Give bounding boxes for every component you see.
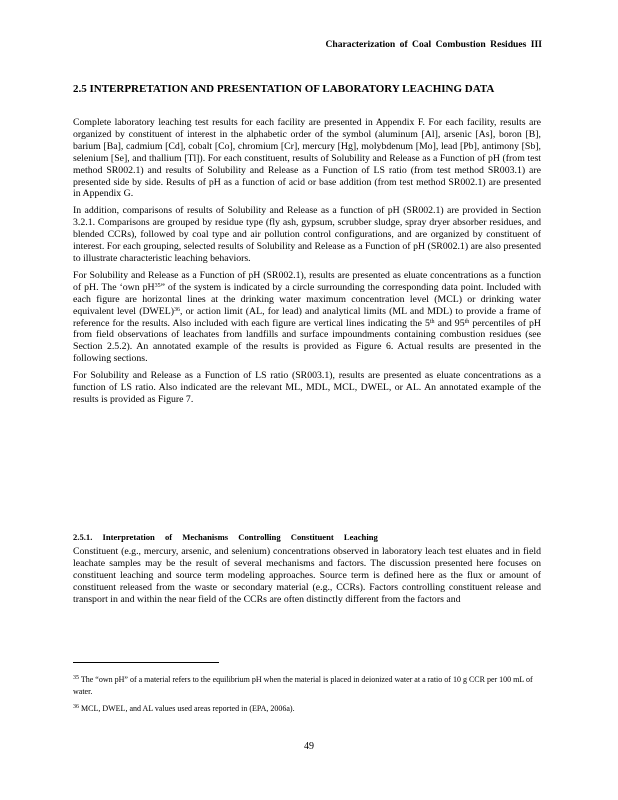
paragraph-text: For Solubility and Release as a Function of pH (SR002.1), results are presented as eluate concentrations as a function of pH. The ‘own pH [73,269,541,293]
ordinal-suffix: th [429,318,435,325]
paragraph: Complete laboratory leaching test results for each facility are presented in Appendix F. For each facility, results are organized by constituent of interest in the alphabetic order of the symbol (aluminum [Al], arsenic [As], boron [B], barium [Ba], cadmium [Cd], cobalt [Co], chromium [Cr], mercury [Hg], molybdenum [Mo], lead [Pb], antimony [Sb], selenium [Se], and thallium [Tl]). For each constituent, results of Solubility and Release as a Function of pH (from test method SR002.1) and results of Solubility and Release as a Function of LS ratio (from test method SR003.1) are presented side by side. Results of pH as a function of acid or base addition (from test method SR002.1) are presented in Appendix G. [73,117,541,200]
subsection-heading: 2.5.1. Interpretation of Mechanisms Controlling Constituent Leaching [73,532,378,542]
paragraph-text: , or action limit (AL, for lead) and analytical limits (ML and MDL) to provide a frame of reference for the results. Also included with each figure are vertical lines indicating the 5 [73,305,541,329]
footnote-ref-35[interactable]: 35 [154,282,161,289]
paragraph-text: percentiles of pH from field observations of leachates from landfills and surface impoundments containing combustion residues (see Section 2.5.2). An annotated example of the results is provided as Figure 6. Actual results are presented in the following sections. [73,317,541,365]
paragraph: For Solubility and Release as a Function of LS ratio (SR003.1), results are presented as eluate concentrations as a function of LS ratio. Also indicated are the relevant ML, MDL, MCL, DWEL, or AL. An annotated example of the results is provided as Figure 7. [73,370,541,405]
footnotes [73,674,541,721]
footnote-text: The “own pH” of a material refers to the equilibrium pH when the material is placed in deionized water at a ratio of 10 g CCR per 100 mL of water. [73,675,533,696]
section-body [73,117,541,411]
paragraph-text: and 95 [434,317,465,329]
subsection-body [73,546,541,611]
paragraph-text: ” of the system is indicated by a circle surrounding the corresponding data point. Included with each figure are horizontal lines at the drinking water maximum concentration level (MCL) or drinking water equivalent level (DWEL) [73,281,541,317]
footnote [73,703,541,715]
paragraph [73,270,541,365]
footnote-divider [73,662,219,663]
paragraph: Constituent (e.g., mercury, arsenic, and selenium) concentrations observed in laboratory leach test eluates and in field leachate samples may be the result of several mechanisms and factors. The discussion presented here focuses on constituent leaching and source term modeling approaches. Source term is defined here as the flux or amount of constituent released from the waste or secondary material (e.g., CCRs). Factors controlling constituent release and transport in and within the near field of the CCRs are often distinctly different from the factors and [73,546,541,605]
page-number: 49 [304,741,314,752]
footnote-ref-36[interactable]: 36 [174,306,181,313]
footnote-text: MCL, DWEL, and AL values used areas reported in (EPA, 2006a). [81,704,295,713]
running-header: Characterization of Coal Combustion Residues III [325,39,542,50]
footnote [73,674,541,697]
footnote-number: 36 [73,704,79,710]
section-heading: 2.5 INTERPRETATION AND PRESENTATION OF LABORATORY LEACHING DATA [73,83,495,95]
ordinal-suffix: th [464,318,470,325]
paragraph: In addition, comparisons of results of Solubility and Release as a function of pH (SR002.1) are provided in Section 3.2.1. Comparisons are grouped by residue type (fly ash, gypsum, scrubber sludge, spray dryer absorber residues, and blended CCRs), followed by coal type and air pollution control configurations, and are organized by constituent of interest. For each grouping, selected results of Solubility and Release as a Function of pH (SR002.1) are also presented to illustrate characteristic leaching behaviors. [73,205,541,264]
footnote-number: 35 [73,675,79,681]
